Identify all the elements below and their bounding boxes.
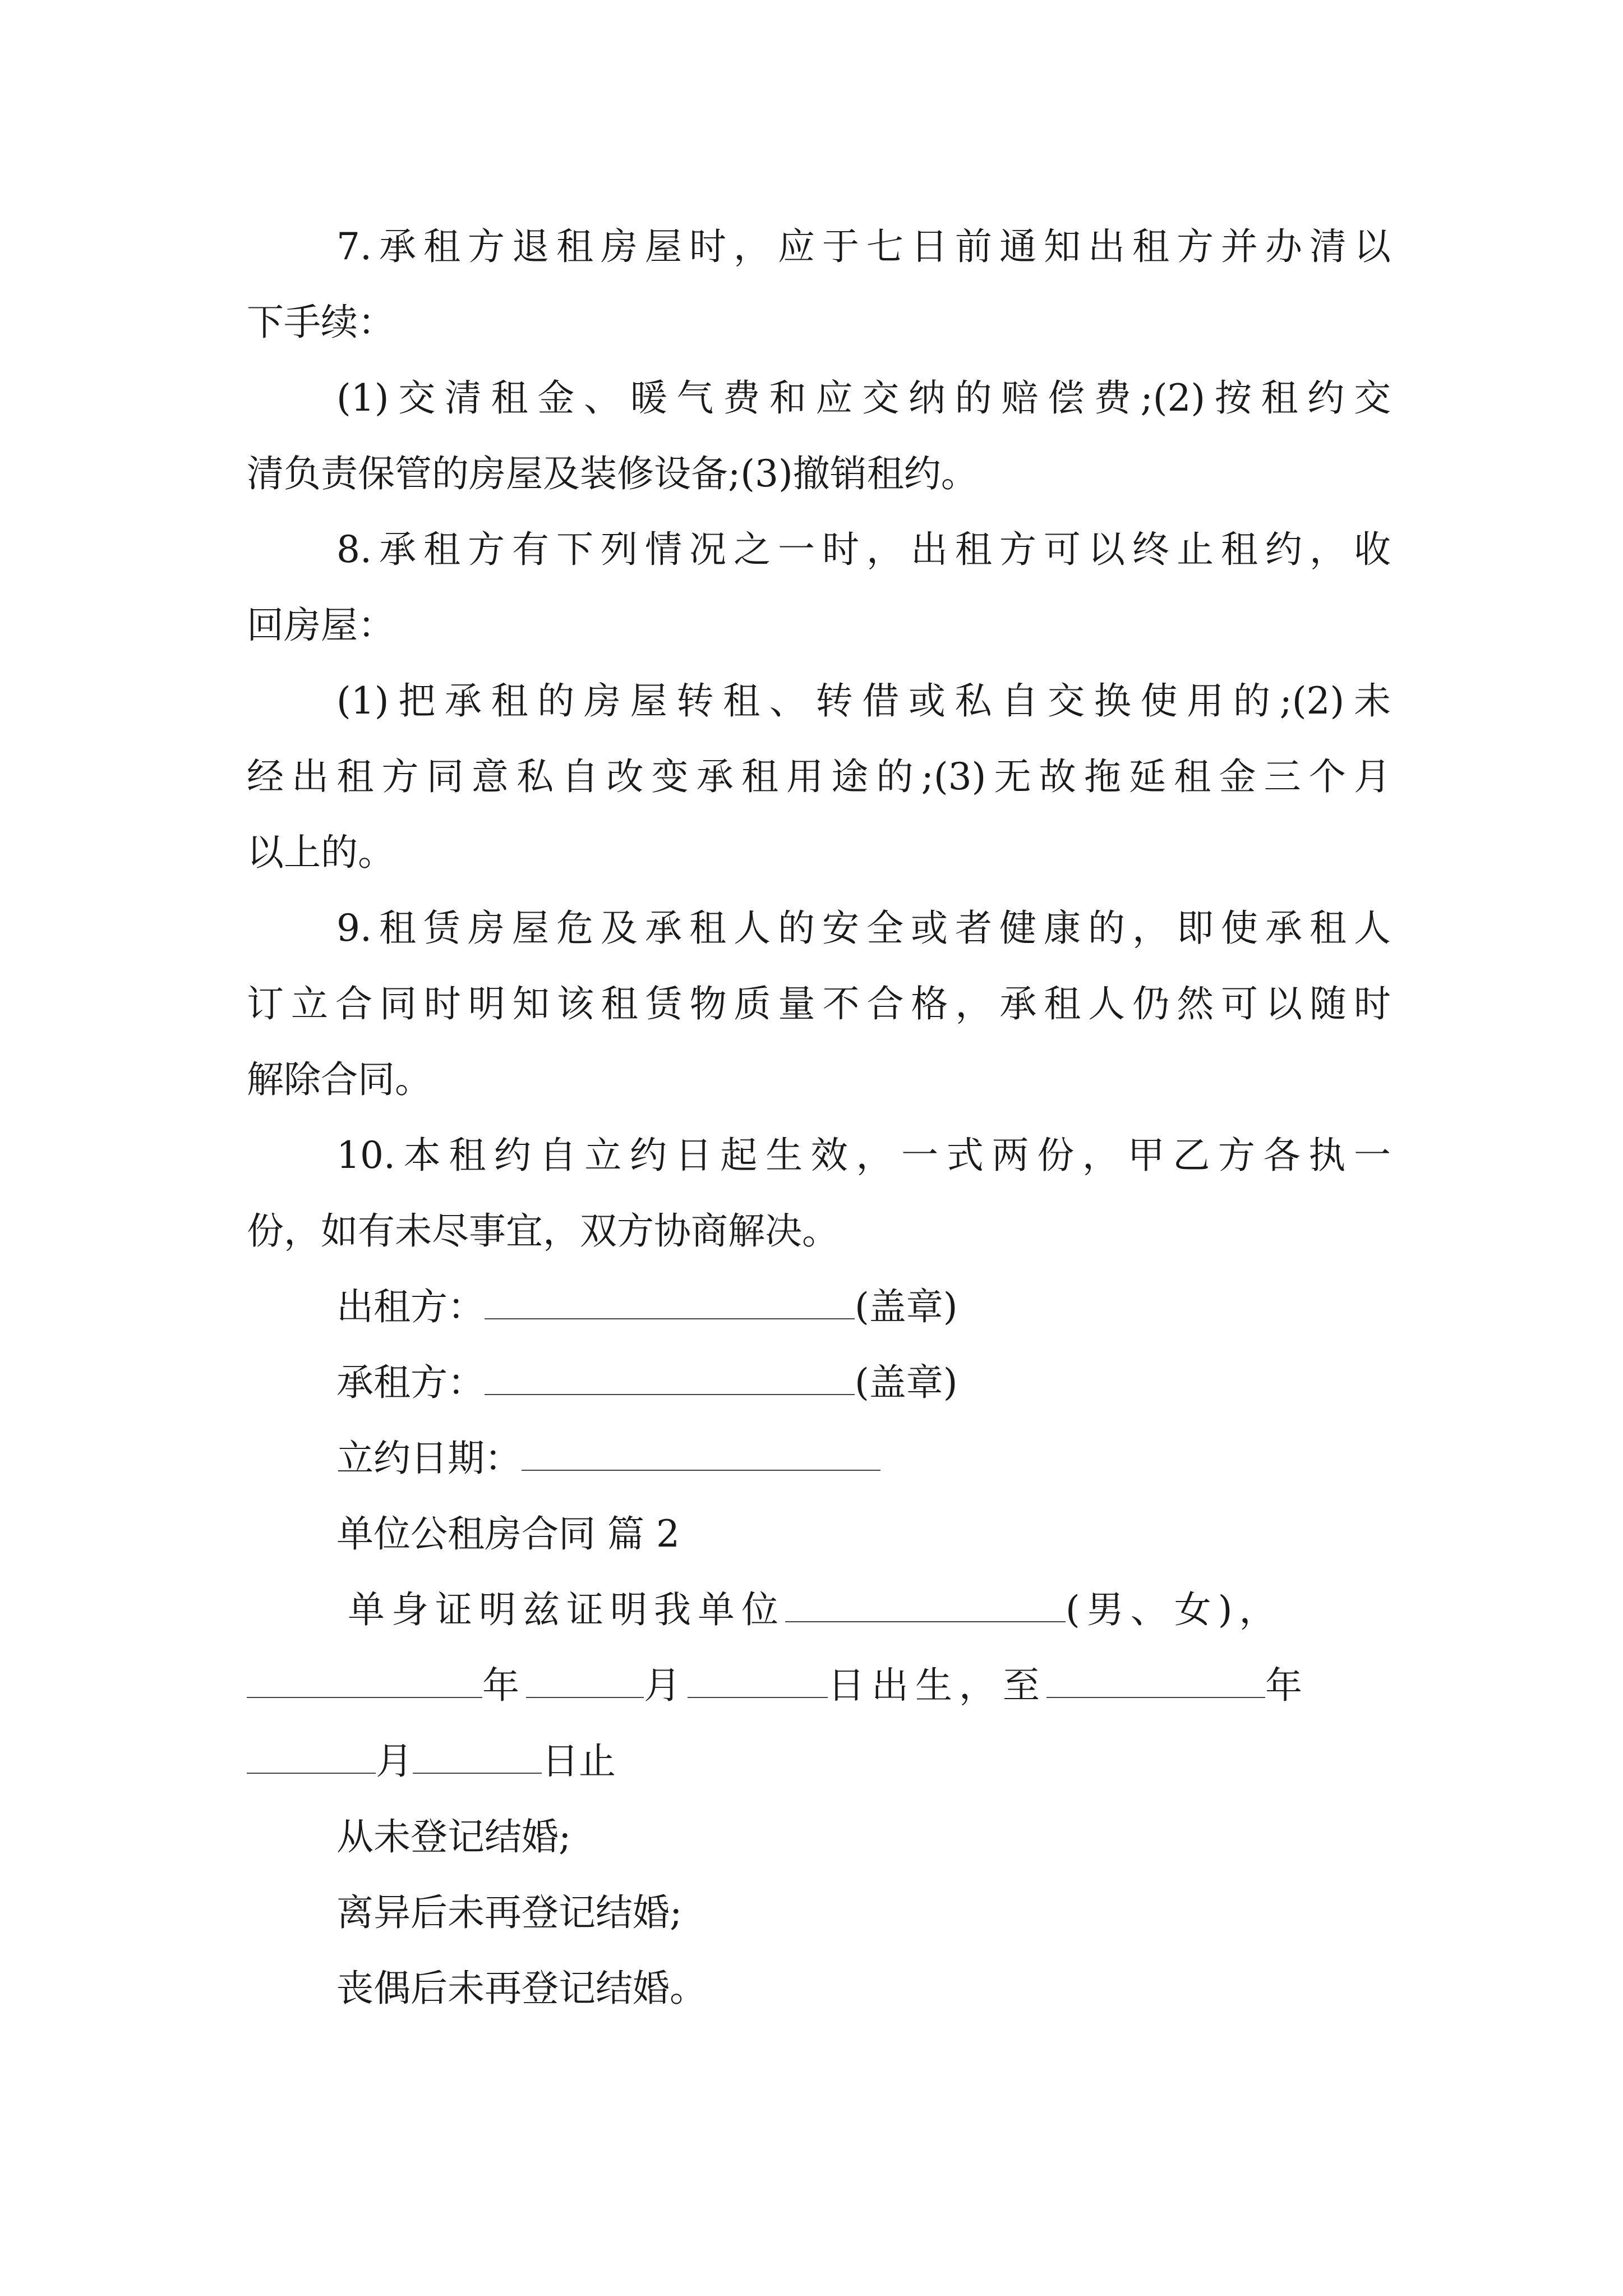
clause-8-sub-line-3: 以上的。 (247, 831, 395, 874)
born-until-label: 日出生，至 (828, 1664, 1046, 1707)
month-label: 月 (644, 1664, 688, 1707)
clause-7-sub-line-2: 清负责保管的房屋及装修设备;(3)撤销租约。 (247, 452, 978, 495)
lessor-signature-line (336, 1282, 1391, 1332)
certificate-line-3 (247, 1736, 1391, 1787)
clause-10-line-2: 份，如有未尽事宜，双方协商解决。 (247, 1209, 839, 1253)
section-2-heading: 单位公租房合同 篇 2 (336, 1512, 680, 1556)
until-year-blank[interactable] (1046, 1665, 1265, 1698)
until-day-blank[interactable] (413, 1741, 542, 1774)
clause-8-sub-line-2: 经出租方同意私自改变承租用途的;(3)无故拖延租金三个月 (247, 755, 1391, 798)
certificate-line-1 (348, 1585, 1402, 1635)
certificate-prefix: 单身证明兹证明我单位 (348, 1588, 785, 1631)
gender-option: (男、女)， (1066, 1588, 1283, 1631)
clause-9-line-1: 9.租赁房屋危及承租人的安全或者健康的，即使承租人 (336, 907, 1391, 950)
day-end-label: 日止 (542, 1740, 616, 1783)
lessor-label: 出租方： (336, 1285, 485, 1328)
option-never-married: 从未登记结婚; (336, 1815, 571, 1858)
year-label: 年 (482, 1664, 526, 1707)
birth-month-blank[interactable] (526, 1665, 644, 1698)
option-divorced: 离异后未再登记结婚; (336, 1891, 683, 1934)
clause-8-line-1: 8.承租方有下列情况之一时，出租方可以终止租约，收 (336, 528, 1391, 571)
date-blank[interactable] (522, 1438, 880, 1471)
birth-year-blank[interactable] (247, 1665, 482, 1698)
year-label-2: 年 (1265, 1664, 1309, 1707)
clause-10-line-1: 10.本租约自立约日起生效，一式两份，甲乙方各执一 (336, 1134, 1391, 1177)
clause-7-line-2: 下手续： (247, 301, 395, 344)
clause-9-line-2: 订立合同时明知该租赁物质量不合格，承租人仍然可以随时 (247, 982, 1391, 1025)
option-widowed: 丧偶后未再登记结婚。 (336, 1967, 707, 2010)
clause-7-line-1: 7.承租方退租房屋时，应于七日前通知出租方并办清以 (336, 225, 1391, 268)
lessor-seal: (盖章) (855, 1285, 958, 1328)
clause-8-sub-line-1: (1)把承租的房屋转租、转借或私自交换使用的;(2)未 (336, 679, 1391, 723)
certificate-line-2 (247, 1660, 1391, 1711)
date-label: 立约日期： (336, 1437, 522, 1480)
lessor-blank[interactable] (485, 1287, 855, 1319)
month-label-2: 月 (376, 1740, 413, 1783)
lessee-signature-line (336, 1358, 1391, 1408)
lessee-blank[interactable] (485, 1363, 855, 1395)
clause-8-line-2: 回房屋： (247, 604, 395, 647)
date-signature-line (336, 1433, 1391, 1484)
name-blank[interactable] (785, 1590, 1066, 1622)
birth-day-blank[interactable] (688, 1665, 828, 1698)
lessee-label: 承租方： (336, 1361, 485, 1404)
lessee-seal: (盖章) (855, 1361, 958, 1404)
until-month-blank[interactable] (247, 1741, 376, 1774)
clause-9-line-3: 解除合同。 (247, 1058, 432, 1101)
clause-7-sub-line-1: (1)交清租金、暖气费和应交纳的赔偿费;(2)按租约交 (336, 376, 1391, 420)
